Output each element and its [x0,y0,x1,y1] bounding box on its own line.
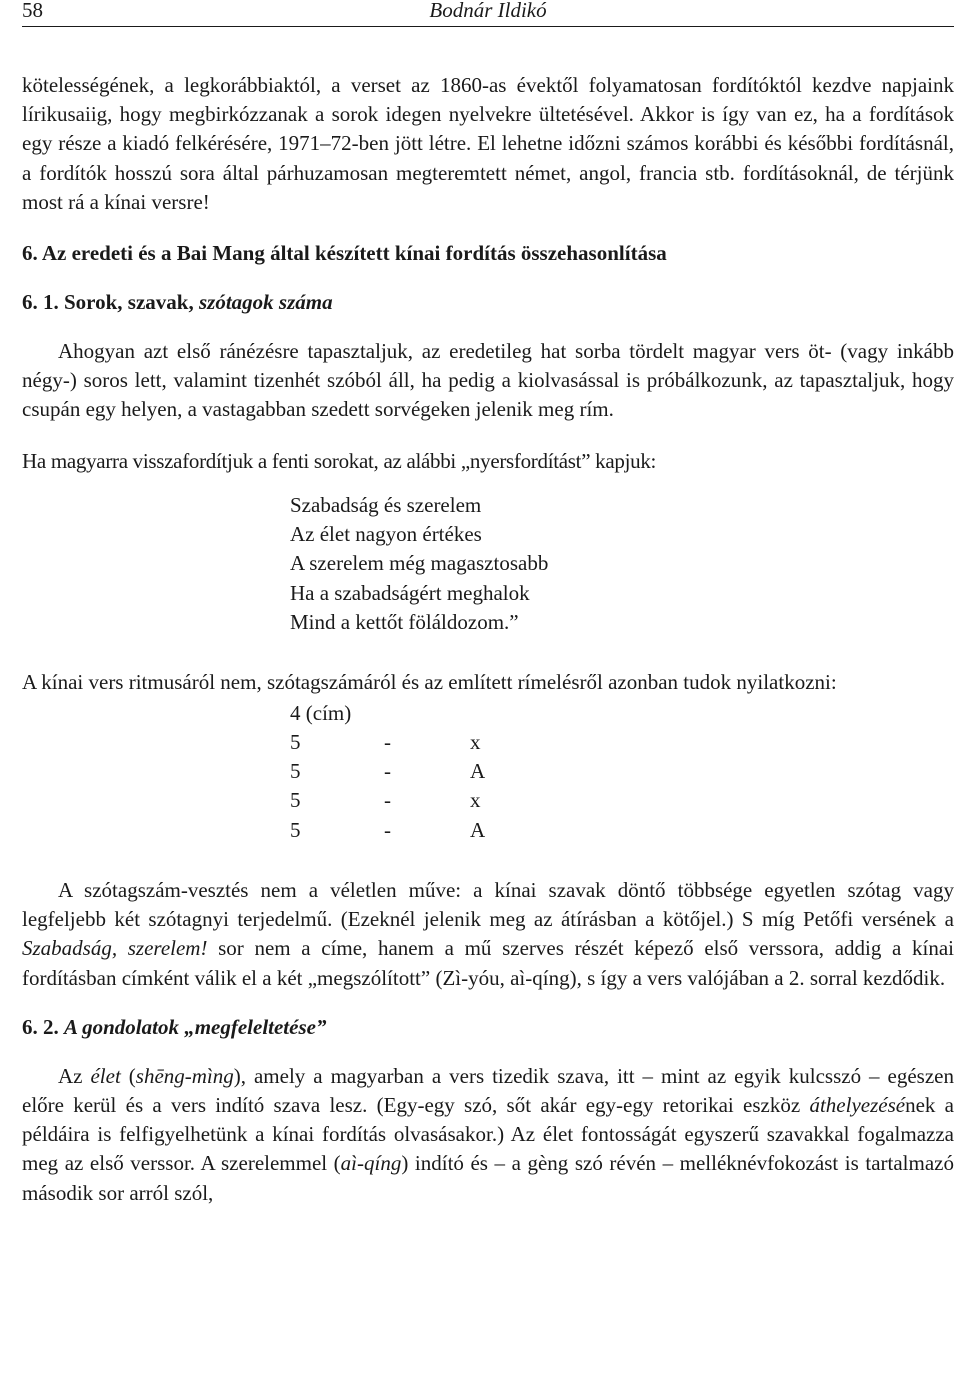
poem-line: Szabadság és szerelem [290,492,482,517]
page-header [22,0,954,27]
scheme-dash: - [384,788,391,813]
scheme-syllables: 5 [290,759,301,784]
scheme-syllables: 5 [290,788,301,813]
page [22,0,954,1208]
scheme-row [290,786,954,815]
paragraph-syllable-loss [22,876,954,993]
syllable-scheme [290,699,954,845]
subsection-heading-6-2 [22,1013,954,1042]
subsection-number: 6. 2. [22,1014,59,1039]
page-number: 58 [22,0,43,22]
scheme-dash: - [384,729,391,754]
scheme-rhyme: A [470,759,486,784]
running-head: Bodnár Ildikó [429,0,547,22]
scheme-row [290,816,954,845]
subsection-title-italic: szótagok száma [198,290,333,315]
poem-line: Ha a szabadságért meghalok [290,580,530,605]
subsection-title-plain: Sorok, szavak, [64,290,194,315]
scheme-dash: - [384,817,391,842]
text-run: ( [120,1063,136,1088]
paragraph-intro: kötelességének, a legkorábbiaktól, a verset az 1860-as évektől folyamatosan fordítóktól kezdve napjaink lírikusaiig, hogy megbirkózzanak a sorok idegen nyelvekre ültetésével. Akkor is így van ez, ha a fordítások egy része a kiadó felkérésére, 1971–72-ben jött létre. El lehetne időzni számos korábbi és későbbi fordításnál, a fordítók hosszú sora által párhuzamosan megteremtett német, angol, francia stb. fordításoknál, de térjünk most rá a kínai versre! [22,73,954,214]
scheme-syllables: 5 [290,817,301,842]
raw-translation-poem [290,491,954,637]
text-run: Az [58,1063,91,1088]
paragraph-rhythm: A kínai vers ritmusáról nem, szótagszámáról és az említett rímelésről azonban tudok nyilatkozni: [22,670,837,695]
subsection-number: 6. 1. [22,290,59,315]
italic-term: áthelyezésé [809,1093,906,1118]
poem-line: Mind a kettőt föláldozom.” [290,610,519,635]
text-run: ), amely a magyarban a vers tizedik szava, itt – mint az egyik kulcsszó – egészen előre kerül és a vers indító szava lesz. (Egy-egy szó, sőt akár egy-egy retorikai eszköz [22,1063,954,1118]
text-run: A szótagszám-vesztés nem a véletlen műve: a kínai szavak döntő többsége egyetlen szótag vagy legfeljebb két szótagnyi terjedelmű. (Ezeknél jelenik meg az átírásban a kötőjel.) S míg Petőfi versének a [22,878,954,932]
italic-term: aì-qíng [340,1151,402,1176]
poem-title-reference: Szabadság, szerelem! [22,936,208,961]
scheme-dash: - [384,759,391,784]
scheme-row [290,757,954,786]
poem-line: A szerelem még magasztosabb [290,551,549,576]
paragraph-translation-intro: Ha magyarra visszafordítjuk a fenti sorokat, az alábbi „nyersfordítást” kapjuk: [22,448,657,473]
text-run: sor nem a címe, hanem a mű szerves részét képező első verssora, addig a kínai fordításban címként válik el a két „megszólított” (Zì-yóu, aì-qíng), s így a vers valójában a 2. sorral kezdődik. [22,936,954,990]
subsection-heading-6-1 [22,288,954,317]
text-run: ) indító és – a gèng szó révén – melléknévfokozást is tartalmazó második sor arról szól, [22,1151,954,1205]
paragraph-thoughts [22,1062,954,1208]
subsection-title-italic: A gondolatok „megfeleltetése” [64,1014,327,1039]
scheme-rhyme: x [470,788,481,813]
italic-term: élet [90,1063,121,1088]
poem-line: Az élet nagyon értékes [290,522,482,547]
scheme-row [290,728,954,757]
scheme-title: 4 (cím) [290,700,352,725]
scheme-syllables: 5 [290,729,301,754]
paragraph-analysis: Ahogyan azt első ránézésre tapasztaljuk, az eredetileg hat sorba tördelt magyar vers öt- (vagy inkább négy-) soros lett, valamint tizenhét szóból áll, ha pedig a kiolvasással is próbálkozunk, az tapasztaljuk, hogy csupán egy helyen, a vastagabban szedett sorvégeken jelenik meg rím. [22,339,954,422]
italic-term: shēng-mìng [135,1063,234,1088]
scheme-rhyme: x [470,729,481,754]
text-run: nek a példáira is felfigyelhetünk a kínai fordítás olvasásakor.) Az élet fontosságát egyszerű szavakkal fogalmazza meg az első verssor. A szerelemmel ( [22,1093,954,1176]
scheme-rhyme: A [470,817,486,842]
section-heading-6: 6. Az eredeti és a Bai Mang által készített kínai fordítás összehasonlítása [22,241,667,266]
